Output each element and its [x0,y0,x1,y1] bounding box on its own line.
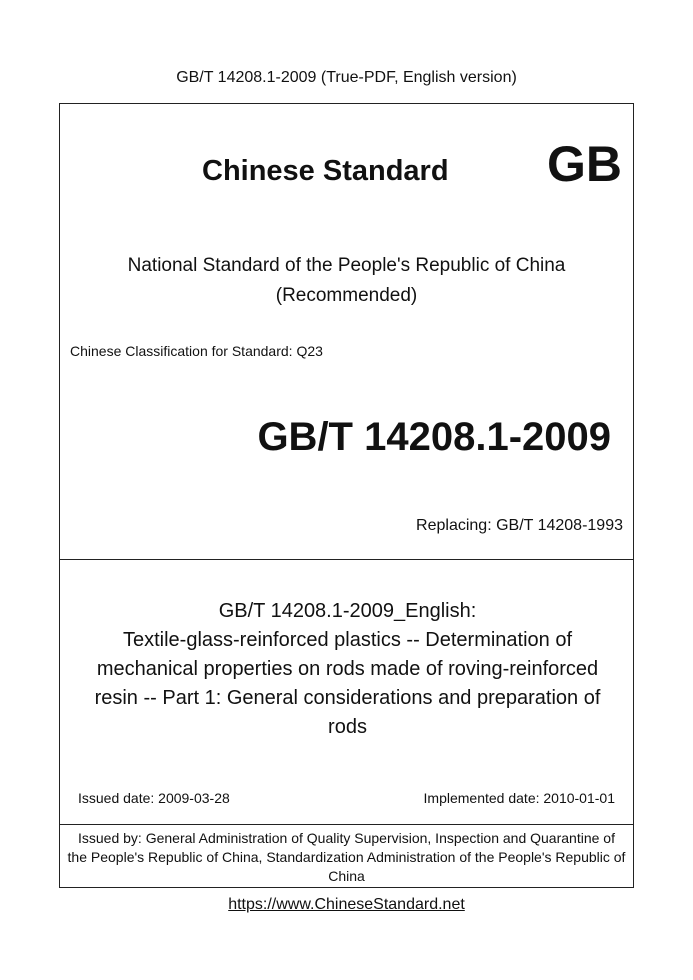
divider-bottom [60,824,633,825]
gb-mark: GB [547,136,622,192]
national-line-2: (Recommended) [275,285,418,306]
standard-code: GB/T 14208.1-2009 [257,415,611,459]
cover-title: Chinese Standard [202,155,449,187]
issuer-line-1: Issued by: General Administration of Quality Supervision, Inspection and Quarantine of [78,830,615,846]
english-title-line-2: Textile-glass-reinforced plastics -- Determination of [122,629,573,651]
english-title-line-4: resin -- Part 1: General considerations and preparation of [94,687,601,709]
national-line-1: National Standard of the People's Republic of China [127,255,566,276]
english-title-line-1: GB/T 14208.1-2009_English: [218,600,477,622]
replacing-label: Replacing: GB/T 14208-1993 [416,517,623,534]
english-title-line-3: mechanical properties on rods made of roving-reinforced [96,658,599,680]
issuer-line-2: the People's Republic of China, Standardization Administration of the People's Republic of [67,849,626,865]
issuer-block [60,829,633,886]
classification-label: Chinese Classification for Standard: Q23 [70,343,323,359]
english-title-line-5: rods [328,716,367,738]
national-standard-label [60,251,633,311]
cover-frame [59,103,634,888]
footer-link[interactable]: https://www.ChineseStandard.net [228,896,465,913]
issued-date: Issued date: 2009-03-28 [78,790,230,806]
english-title [80,597,615,742]
document-header: GB/T 14208.1-2009 (True-PDF, English version) [176,69,517,86]
implemented-date: Implemented date: 2010-01-01 [423,790,615,806]
divider-top [60,559,633,560]
issuer-line-3: China [328,868,365,884]
